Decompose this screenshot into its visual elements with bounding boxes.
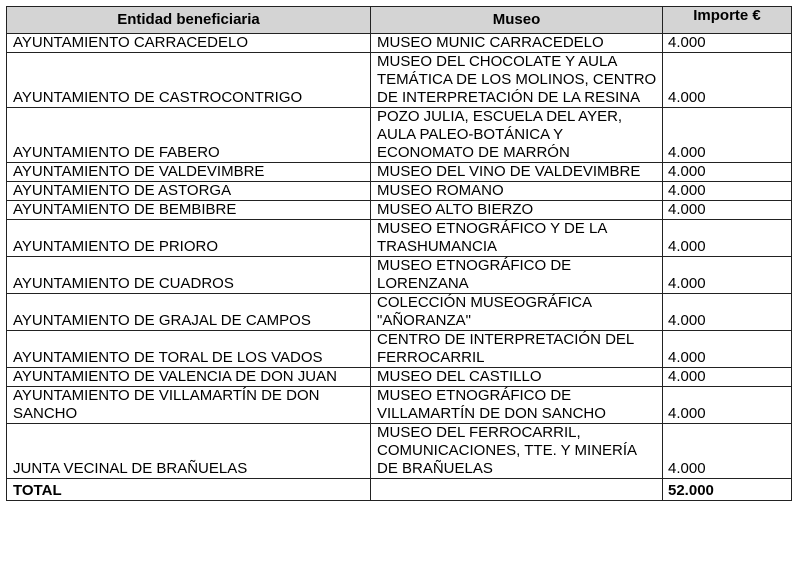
table-row xyxy=(7,182,792,201)
table-row xyxy=(7,331,792,368)
total-amount: 52.000 xyxy=(663,479,792,501)
grants-table xyxy=(6,6,792,501)
amount-cell: 4.000 xyxy=(663,387,792,424)
entity-cell: JUNTA VECINAL DE BRAÑUELAS xyxy=(7,424,371,479)
museum-cell: COLECCIÓN MUSEOGRÁFICA "AÑORANZA" xyxy=(371,294,663,331)
amount-cell: 4.000 xyxy=(663,220,792,257)
entity-cell: AYUNTAMIENTO DE ASTORGA xyxy=(7,182,371,201)
entity-cell: AYUNTAMIENTO DE VALENCIA DE DON JUAN xyxy=(7,368,371,387)
table-body xyxy=(7,34,792,479)
entity-cell: AYUNTAMIENTO DE CASTROCONTRIGO xyxy=(7,53,371,108)
table-row xyxy=(7,53,792,108)
table-header xyxy=(7,7,792,34)
entity-cell: AYUNTAMIENTO DE VILLAMARTÍN DE DON SANCHO xyxy=(7,387,371,424)
museum-cell: CENTRO DE INTERPRETACIÓN DEL FERROCARRIL xyxy=(371,331,663,368)
entity-cell: AYUNTAMIENTO DE CUADROS xyxy=(7,257,371,294)
amount-cell: 4.000 xyxy=(663,108,792,163)
table-row xyxy=(7,108,792,163)
entity-cell: AYUNTAMIENTO DE FABERO xyxy=(7,108,371,163)
amount-cell: 4.000 xyxy=(663,257,792,294)
table-row xyxy=(7,201,792,220)
amount-cell: 4.000 xyxy=(663,368,792,387)
museum-cell: MUSEO MUNIC CARRACEDELO xyxy=(371,34,663,53)
entity-cell: AYUNTAMIENTO DE PRIORO xyxy=(7,220,371,257)
amount-cell: 4.000 xyxy=(663,294,792,331)
amount-cell: 4.000 xyxy=(663,34,792,53)
entity-cell: AYUNTAMIENTO DE GRAJAL DE CAMPOS xyxy=(7,294,371,331)
table-row xyxy=(7,34,792,53)
amount-cell: 4.000 xyxy=(663,331,792,368)
header-amount: Importe € xyxy=(663,7,792,34)
table-row xyxy=(7,257,792,294)
museum-cell: MUSEO ROMANO xyxy=(371,182,663,201)
museum-cell: MUSEO DEL CASTILLO xyxy=(371,368,663,387)
museum-cell: MUSEO DEL CHOCOLATE Y AULA TEMÁTICA DE LOS MOLINOS, CENTRO DE INTERPRETACIÓN DE LA RESINA xyxy=(371,53,663,108)
museum-cell: MUSEO ETNOGRÁFICO Y DE LA TRASHUMANCIA xyxy=(371,220,663,257)
total-row xyxy=(7,479,792,501)
amount-cell: 4.000 xyxy=(663,163,792,182)
museum-cell: POZO JULIA, ESCUELA DEL AYER, AULA PALEO-BOTÁNICA Y ECONOMATO DE MARRÓN xyxy=(371,108,663,163)
museum-cell: MUSEO DEL VINO DE VALDEVIMBRE xyxy=(371,163,663,182)
entity-cell: AYUNTAMIENTO DE TORAL DE LOS VADOS xyxy=(7,331,371,368)
header-museum: Museo xyxy=(371,7,663,34)
amount-cell: 4.000 xyxy=(663,201,792,220)
table-row xyxy=(7,424,792,479)
header-entity: Entidad beneficiaria xyxy=(7,7,371,34)
total-museum xyxy=(371,479,663,501)
header-row xyxy=(7,7,792,34)
museum-cell: MUSEO DEL FERROCARRIL, COMUNICACIONES, TTE. Y MINERÍA DE BRAÑUELAS xyxy=(371,424,663,479)
total-label: TOTAL xyxy=(7,479,371,501)
amount-cell: 4.000 xyxy=(663,182,792,201)
museum-cell: MUSEO ETNOGRÁFICO DE VILLAMARTÍN DE DON SANCHO xyxy=(371,387,663,424)
amount-cell: 4.000 xyxy=(663,53,792,108)
table-row xyxy=(7,163,792,182)
amount-cell: 4.000 xyxy=(663,424,792,479)
table-row xyxy=(7,387,792,424)
entity-cell: AYUNTAMIENTO DE BEMBIBRE xyxy=(7,201,371,220)
entity-cell: AYUNTAMIENTO CARRACEDELO xyxy=(7,34,371,53)
museum-cell: MUSEO ETNOGRÁFICO DE LORENZANA xyxy=(371,257,663,294)
entity-cell: AYUNTAMIENTO DE VALDEVIMBRE xyxy=(7,163,371,182)
museum-cell: MUSEO ALTO BIERZO xyxy=(371,201,663,220)
table-row xyxy=(7,220,792,257)
table-row xyxy=(7,294,792,331)
table-row xyxy=(7,368,792,387)
table-footer xyxy=(7,479,792,501)
